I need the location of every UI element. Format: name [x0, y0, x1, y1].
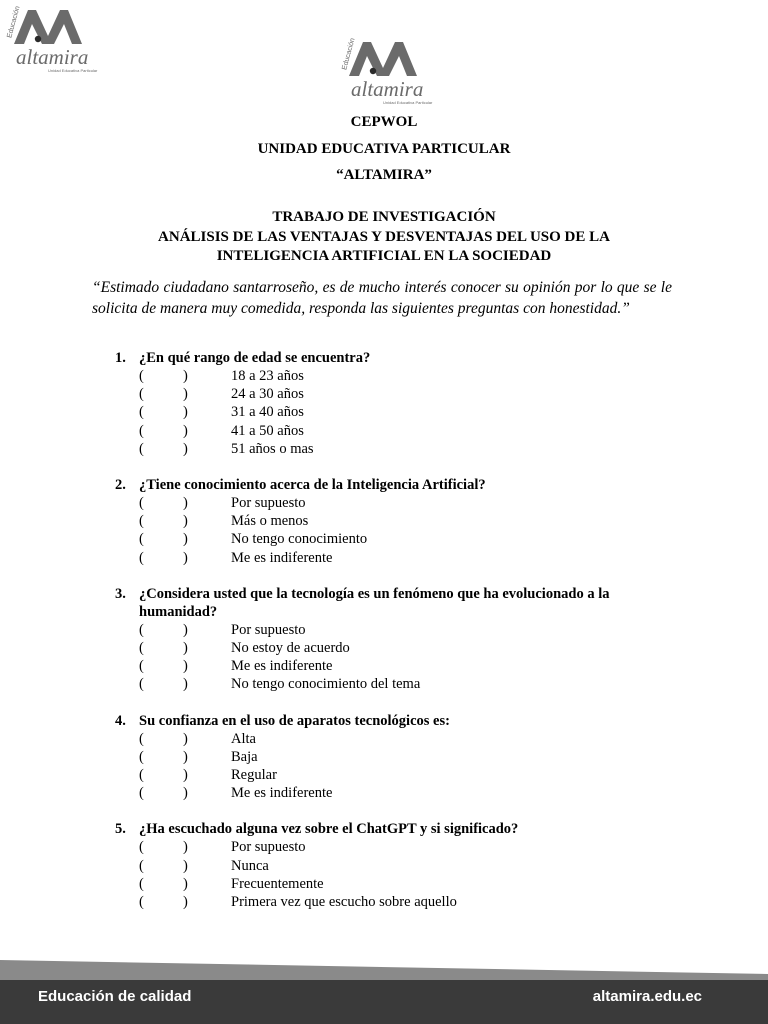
checkbox-open[interactable]: (	[139, 368, 144, 384]
checkbox-close[interactable]: )	[183, 422, 188, 439]
option-label: No estoy de acuerdo	[231, 640, 350, 657]
question	[115, 712, 675, 803]
answer-option[interactable]	[115, 857, 675, 875]
answer-option[interactable]	[115, 766, 675, 784]
question	[115, 476, 675, 567]
answer-option[interactable]	[115, 367, 675, 385]
option-label: Baja	[231, 748, 258, 765]
checkbox-close[interactable]: )	[183, 894, 188, 911]
question-text: ¿Tiene conocimiento acerca de la Inteligencia Artificial?	[139, 477, 486, 494]
answer-option[interactable]	[115, 385, 675, 403]
answer-option[interactable]	[115, 621, 675, 639]
checkbox-open[interactable]: (	[139, 640, 144, 657]
question	[115, 820, 675, 911]
option-label: Por supuesto	[231, 839, 306, 856]
checkbox-open[interactable]: (	[139, 894, 144, 911]
question-text: ¿Considera usted que la tecnología es un fenómeno que ha evolucionado a la humanidad?	[139, 585, 610, 620]
option-label: Regular	[231, 767, 277, 784]
answer-option[interactable]	[115, 440, 675, 458]
checkbox-open[interactable]: (	[139, 621, 144, 638]
checkbox-close[interactable]: )	[183, 839, 188, 856]
answer-option[interactable]	[115, 838, 675, 856]
answer-option[interactable]	[115, 675, 675, 693]
answer-option[interactable]	[115, 403, 675, 421]
checkbox-open[interactable]: (	[139, 422, 144, 439]
question	[115, 349, 675, 458]
answer-option[interactable]	[115, 893, 675, 911]
option-label: Me es indiferente	[231, 785, 333, 802]
checkbox-close[interactable]: )	[183, 440, 188, 457]
document-title-line2: INTELIGENCIA ARTIFICIAL EN LA SOCIEDAD	[216, 248, 552, 264]
checkbox-open[interactable]: (	[139, 748, 144, 765]
checkbox-close[interactable]: )	[183, 676, 188, 693]
answer-option[interactable]	[115, 422, 675, 440]
option-label: No tengo conocimiento del tema	[231, 676, 421, 693]
checkbox-open[interactable]: (	[139, 785, 144, 802]
intro-paragraph: “Estimado ciudadano santarroseño, es de mucho interés conocer su opinión por lo que se le solicita de manera muy comedida, responda las siguientes preguntas con honestidad.”	[92, 279, 672, 317]
school-logo-center	[341, 37, 433, 112]
document-type: TRABAJO DE INVESTIGACIÓN	[272, 209, 496, 225]
checkbox-close[interactable]: )	[183, 875, 188, 892]
checkbox-close[interactable]: )	[183, 730, 188, 747]
checkbox-close[interactable]: )	[183, 495, 188, 512]
checkbox-close[interactable]: )	[183, 640, 188, 657]
footer-website[interactable]: altamira.edu.ec	[592, 988, 702, 1005]
checkbox-open[interactable]: (	[139, 404, 144, 421]
option-label: Por supuesto	[231, 495, 306, 512]
institution-type: UNIDAD EDUCATIVA PARTICULAR	[257, 141, 511, 157]
checkbox-close[interactable]: )	[183, 368, 188, 384]
answer-option[interactable]	[115, 530, 675, 548]
checkbox-open[interactable]: (	[139, 658, 144, 675]
answer-option[interactable]	[115, 549, 675, 567]
document-title-line1: ANÁLISIS DE LAS VENTAJAS Y DESVENTAJAS DEL USO DE LA	[158, 229, 610, 245]
option-label: 51 años o mas	[231, 440, 314, 457]
option-label: 24 a 30 años	[231, 386, 304, 403]
checkbox-close[interactable]: )	[183, 531, 188, 548]
question-number: 1.	[115, 350, 126, 366]
answer-option[interactable]	[115, 748, 675, 766]
question	[115, 585, 675, 694]
checkbox-open[interactable]: (	[139, 857, 144, 874]
answer-option[interactable]	[115, 657, 675, 675]
checkbox-open[interactable]: (	[139, 495, 144, 512]
checkbox-close[interactable]: )	[183, 386, 188, 403]
checkbox-close[interactable]: )	[183, 621, 188, 638]
checkbox-open[interactable]: (	[139, 386, 144, 403]
svg-text:altamira: altamira	[351, 77, 424, 101]
checkbox-close[interactable]: )	[183, 658, 188, 675]
checkbox-close[interactable]: )	[183, 785, 188, 802]
svg-text:Unidad Educativa Particular: Unidad Educativa Particular	[48, 68, 98, 73]
option-label: Más o menos	[231, 513, 309, 530]
footer-slogan: Educación de calidad	[38, 988, 192, 1005]
option-label: 41 a 50 años	[231, 422, 304, 439]
question-text: ¿En qué rango de edad se encuentra?	[139, 350, 371, 366]
option-label: 31 a 40 años	[231, 404, 304, 421]
option-label: Por supuesto	[231, 621, 306, 638]
checkbox-close[interactable]: )	[183, 767, 188, 784]
option-label: Primera vez que escucho sobre aquello	[231, 894, 457, 911]
option-label: No tengo conocimiento	[231, 531, 368, 548]
survey-questions	[115, 349, 675, 929]
checkbox-open[interactable]: (	[139, 875, 144, 892]
question-number: 2.	[115, 477, 126, 494]
checkbox-close[interactable]: )	[183, 748, 188, 765]
checkbox-open[interactable]: (	[139, 513, 144, 530]
checkbox-open[interactable]: (	[139, 549, 144, 566]
svg-text:altamira: altamira	[16, 45, 89, 69]
school-logo-corner	[6, 5, 98, 80]
svg-text:Educación: Educación	[6, 5, 22, 39]
answer-option[interactable]	[115, 730, 675, 748]
checkbox-open[interactable]: (	[139, 440, 144, 457]
checkbox-close[interactable]: )	[183, 549, 188, 566]
answer-option[interactable]	[115, 494, 675, 512]
question-number: 4.	[115, 712, 126, 729]
answer-option[interactable]	[115, 875, 675, 893]
checkbox-close[interactable]: )	[183, 513, 188, 530]
checkbox-open[interactable]: (	[139, 767, 144, 784]
option-label: Me es indiferente	[231, 549, 333, 566]
checkbox-close[interactable]: )	[183, 857, 188, 874]
answer-option[interactable]	[115, 784, 675, 802]
checkbox-open[interactable]: (	[139, 676, 144, 693]
svg-text:Educación: Educación	[341, 37, 357, 71]
option-label: 18 a 23 años	[231, 368, 304, 384]
option-label: Alta	[231, 730, 256, 747]
checkbox-open[interactable]: (	[139, 531, 144, 548]
svg-text:Unidad Educativa Particular: Unidad Educativa Particular	[383, 100, 433, 105]
question-number: 5.	[115, 821, 126, 838]
answer-option[interactable]	[115, 639, 675, 657]
checkbox-open[interactable]: (	[139, 839, 144, 856]
checkbox-close[interactable]: )	[183, 404, 188, 421]
question-number: 3.	[115, 585, 126, 602]
option-label: Me es indiferente	[231, 658, 333, 675]
org-name: CEPWOL	[350, 114, 418, 130]
institution-name: “ALTAMIRA”	[336, 167, 432, 183]
question-text: Su confianza en el uso de aparatos tecnológicos es:	[139, 712, 450, 729]
option-label: Nunca	[231, 857, 269, 874]
answer-option[interactable]	[115, 512, 675, 530]
checkbox-open[interactable]: (	[139, 730, 144, 747]
option-label: Frecuentemente	[231, 875, 324, 892]
question-text: ¿Ha escuchado alguna vez sobre el ChatGPT y si significado?	[139, 821, 519, 838]
